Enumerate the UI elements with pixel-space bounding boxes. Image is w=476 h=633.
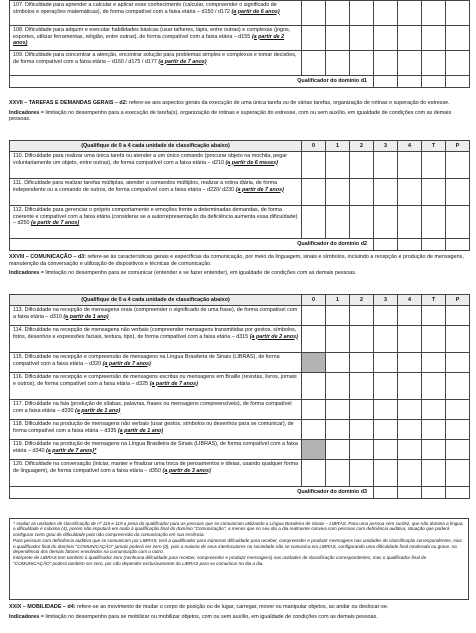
score-t-cell[interactable] <box>422 326 446 353</box>
score-0-cell[interactable] <box>302 420 326 440</box>
score-0-cell[interactable] <box>302 1 326 26</box>
score-0-cell[interactable] <box>302 440 326 460</box>
score-2-cell[interactable] <box>350 353 374 373</box>
score-0-cell[interactable] <box>302 373 326 400</box>
score-3-cell[interactable] <box>374 26 398 51</box>
scale-0: 0 <box>302 295 326 306</box>
section-d2-indicators: Indicadores = limitação no desempenho para a execução de tarefa(s), organização de rotinas e superação do estresse, com ou sem auxílio, em igualdade de condições com as demais pessoas. <box>9 109 452 123</box>
scale-p: P <box>446 141 470 152</box>
score-t-cell[interactable] <box>422 51 446 76</box>
qualifier-label: Qualificador do domínio d3 <box>10 487 374 499</box>
score-2-cell[interactable] <box>350 179 374 206</box>
score-1-cell[interactable] <box>326 373 350 400</box>
score-2-cell[interactable] <box>350 306 374 326</box>
score-p-cell[interactable] <box>446 306 470 326</box>
table-row <box>10 306 470 326</box>
score-2-cell[interactable] <box>350 420 374 440</box>
score-3-cell[interactable] <box>374 206 398 239</box>
scale-t: T <box>422 295 446 306</box>
scale-1: 1 <box>326 141 350 152</box>
scale-4: 4 <box>398 141 422 152</box>
score-3-cell[interactable] <box>374 353 398 373</box>
item-text: 110. Dificuldade para realizar uma única tarefa ou atender a um único comando (procurar objeto na mochila, pegar voluntariamente um objeto, entre outras), de forma compatível com a faixa etária – d210 (a partir de 6 meses) <box>10 152 302 179</box>
item-text: 115. Dificuldade na recepção e compreensão de mensagens na Língua Brasileira de Sinais (LIBRAS), de forma compatível com a faixa etária – d320 (a partir de 7 anos) <box>10 353 302 373</box>
table-row <box>10 26 470 51</box>
score-4-cell[interactable] <box>398 420 422 440</box>
score-3-cell[interactable] <box>374 51 398 76</box>
score-2-cell[interactable] <box>350 26 374 51</box>
scale-0: 0 <box>302 141 326 152</box>
notes-box <box>9 518 469 600</box>
score-t-cell[interactable] <box>422 206 446 239</box>
score-3-cell[interactable] <box>374 373 398 400</box>
score-0-cell[interactable] <box>302 460 326 487</box>
item-text: 111. Dificuldade para realizar tarefas múltiplas, atender a comandos múltiplos, realizar a rotina diária, de forma independente ou a comando de outros, de forma compatível com a faixa etária – d220/ d230 (a partir de 7 anos) <box>10 179 302 206</box>
table-row <box>10 353 470 373</box>
item-text: 109. Dificuldade para concentrar a atenção, encontrar solução para problemas simples e complexos e tomar decisões, de forma compatível com a faixa etária – d160 / d175 / d177 (a partir de 7 anos) <box>10 51 302 76</box>
section-d4-title: XXIX – MOBILIDADE – d4: refere-se ao movimento de mudar o corpo de posição ou de lugar, carregar, mover ou manipular objetos, ao andar ou deslocar-se. <box>9 604 389 610</box>
score-2-cell[interactable] <box>350 326 374 353</box>
qualifier-label: Qualificador do domínio d1 <box>10 76 374 88</box>
score-4-cell[interactable] <box>398 460 422 487</box>
scale-3: 3 <box>374 295 398 306</box>
qualifier-row <box>10 487 470 499</box>
section-d4-intro <box>9 604 469 623</box>
score-p-cell[interactable] <box>446 179 470 206</box>
score-1-cell[interactable] <box>326 206 350 239</box>
qualifier-cell[interactable] <box>398 76 422 88</box>
score-p-cell[interactable] <box>446 26 470 51</box>
score-t-cell[interactable] <box>422 440 446 460</box>
score-1-cell[interactable] <box>326 353 350 373</box>
score-0-cell[interactable] <box>302 400 326 420</box>
score-4-cell[interactable] <box>398 326 422 353</box>
score-4-cell[interactable] <box>398 440 422 460</box>
note-paragraph: Para pessoas com deficiência auditiva que se comunicam por LIBRAS, terá a qualificador para inúmeras dificuldade para receber, compreender e produzir mensagens nas unidades de classificação correspondentes, mas o qualificador final do domínio "COMUNICAÇÃO" jamais poderá ser zero (0), pois a maioria de seus interlocutores na sociedade não se comunica em LIBRAS, configurando uma dificuldade final moderada ou grave, na dependência dos demais fatores envolvidos na comunicação com o outro. <box>13 538 462 555</box>
section-d2-intro <box>9 100 469 126</box>
score-0-cell[interactable] <box>302 306 326 326</box>
item-text: 114. Dificuldade na recepção de mensagens não verbais (compreender mensagens transmitidas por gestos, símbolos, fotos, desenhos e expressões faciais, textura, tipo), de forma compatível com a faixa etária – d315 (a partir de 2 anos) <box>10 326 302 353</box>
score-t-cell[interactable] <box>422 152 446 179</box>
score-t-cell[interactable] <box>422 373 446 400</box>
domain-d2-table <box>9 140 470 251</box>
score-2-cell[interactable] <box>350 206 374 239</box>
scale-2: 2 <box>350 141 374 152</box>
table-row <box>10 152 470 179</box>
item-text: 113. Dificuldade na recepção de mensagens orais (compreender o significado de uma frase), de forma compatível com a faixa etária – d310 (a partir de 1 ano) <box>10 306 302 326</box>
header-label: (Qualifique de 0 a 4 cada unidade de classificação abaixo) <box>10 141 302 152</box>
score-4-cell[interactable] <box>398 353 422 373</box>
score-4-cell[interactable] <box>398 26 422 51</box>
score-1-cell[interactable] <box>326 326 350 353</box>
score-1-cell[interactable] <box>326 51 350 76</box>
table-header-row <box>10 141 470 152</box>
scale-p: P <box>446 295 470 306</box>
score-1-cell[interactable] <box>326 440 350 460</box>
score-0-cell[interactable] <box>302 179 326 206</box>
qualifier-cell[interactable] <box>446 76 470 88</box>
qualifier-cell[interactable] <box>374 76 398 88</box>
qualifier-row <box>10 76 470 88</box>
section-d2-title: XXVII – TAREFAS E DEMANDAS GERAIS – d2: refere-se aos aspectos gerais da execução de uma única tarefa ou de várias tarefas, organização de rotinas e superação do estresse. <box>9 100 450 106</box>
table-row <box>10 1 470 26</box>
score-p-cell[interactable] <box>446 373 470 400</box>
score-1-cell[interactable] <box>326 400 350 420</box>
score-0-cell[interactable] <box>302 152 326 179</box>
qualifier-label: Qualificador do domínio d2 <box>10 239 374 251</box>
score-2-cell[interactable] <box>350 51 374 76</box>
score-4-cell[interactable] <box>398 179 422 206</box>
table-row <box>10 326 470 353</box>
score-3-cell[interactable] <box>374 179 398 206</box>
score-1-cell[interactable] <box>326 420 350 440</box>
table-row <box>10 206 470 239</box>
score-4-cell[interactable] <box>398 306 422 326</box>
item-text: 112. Dificuldade para gerenciar o próprio comportamento e emoções frente a determinadas demandas, de forma coerente e compatível com a faixa etária (considerar se a autorrepresentação da deficiência aumenta essa dificuldade) – d250 (a partir de 7 anos) <box>10 206 302 239</box>
qualifier-row <box>10 239 470 251</box>
qualifier-cell[interactable] <box>446 487 470 499</box>
score-4-cell[interactable] <box>398 206 422 239</box>
score-3-cell[interactable] <box>374 1 398 26</box>
scale-1: 1 <box>326 295 350 306</box>
score-4-cell[interactable] <box>398 51 422 76</box>
table-row <box>10 179 470 206</box>
section-d3-intro <box>9 254 469 280</box>
note-paragraph: Intérprete de LIBRAS tem também o qualificador zero (nenhuma dificuldade para receber, compreender e produzir mensagens) nas unidades de classificação correspondentes, mas o qualificador final de "COMUNICAÇÃO" poderá também ser zero, por não depender exclusivamente da LIBRAS para se comunicar no dia a dia. <box>13 555 427 566</box>
table-row <box>10 373 470 400</box>
score-1-cell[interactable] <box>326 26 350 51</box>
qualifier-cell[interactable] <box>398 239 422 251</box>
item-text: 119. Dificuldade na produção de mensagens na Língua Brasileira de Sinais (LIBRAS), de forma compatível com a faixa etária – d340 (a partir de 7 anos)* <box>10 440 302 460</box>
score-t-cell[interactable] <box>422 26 446 51</box>
section-d4-indicators: Indicadores = limitação no desempenho para se mobilizar ou mobilizar objetos, com ou sem auxílio, em igualdade de condições com as demais pessoas. <box>9 613 378 620</box>
score-t-cell[interactable] <box>422 306 446 326</box>
score-p-cell[interactable] <box>446 326 470 353</box>
score-2-cell[interactable] <box>350 440 374 460</box>
score-2-cell[interactable] <box>350 400 374 420</box>
score-t-cell[interactable] <box>422 1 446 26</box>
score-t-cell[interactable] <box>422 353 446 373</box>
score-1-cell[interactable] <box>326 1 350 26</box>
table-row <box>10 440 470 460</box>
table-row <box>10 460 470 487</box>
item-text: 107. Dificuldade para aprender a calcular e aplicar esse conhecimento (calcular, compreender o significado de símbolos e operações matemáticas), de forma compatível com a faixa etária – d150 / d172 (a partir de 6 anos) <box>10 1 302 26</box>
scale-3: 3 <box>374 141 398 152</box>
item-text: 117. Dificuldade na fala (produção de sílabas, palavras, frases ou mensagens compreensíveis), de forma compatível com a faixa etária – d330 (a partir de 1 ano) <box>10 400 302 420</box>
scale-2: 2 <box>350 295 374 306</box>
score-3-cell[interactable] <box>374 440 398 460</box>
score-p-cell[interactable] <box>446 353 470 373</box>
score-t-cell[interactable] <box>422 460 446 487</box>
section-d3-indicators: Indicadores = limitação no desempenho para se comunicar (entender e se fazer entender), em igualdade de condições com as demais pessoas. <box>9 270 357 277</box>
score-p-cell[interactable] <box>446 440 470 460</box>
header-label: (Qualifique de 0 a 4 cada unidade de classificação abaixo) <box>10 295 302 306</box>
score-3-cell[interactable] <box>374 400 398 420</box>
score-0-cell[interactable] <box>302 353 326 373</box>
qualifier-cell[interactable] <box>422 76 446 88</box>
qualifier-cell[interactable] <box>422 487 446 499</box>
table-row <box>10 400 470 420</box>
score-p-cell[interactable] <box>446 460 470 487</box>
domain-d3-table <box>9 294 470 499</box>
score-1-cell[interactable] <box>326 460 350 487</box>
score-p-cell[interactable] <box>446 400 470 420</box>
item-text: 120. Dificuldade na conversação (iniciar, manter e finalizar uma troca de pensamentos e ideias, usando qualquer forma de linguagem), de forma compatível com a faixa etária – d350 (a partir de 3 anos) <box>10 460 302 487</box>
score-3-cell[interactable] <box>374 306 398 326</box>
qualifier-cell[interactable] <box>374 239 398 251</box>
score-p-cell[interactable] <box>446 206 470 239</box>
scale-4: 4 <box>398 295 422 306</box>
section-d3-title: XXVIII – COMUNICAÇÃO – d3: refere-se às características gerais e específicas da comunicação, por meio da linguagem, sinais e símbolos, incluindo a recepção e produção de mensagens, manutenção da conversação e utilização de dispositivos e técnicas de comunicação. <box>9 254 464 267</box>
score-3-cell[interactable] <box>374 326 398 353</box>
score-p-cell[interactable] <box>446 420 470 440</box>
score-p-cell[interactable] <box>446 51 470 76</box>
score-4-cell[interactable] <box>398 1 422 26</box>
table-row <box>10 420 470 440</box>
score-1-cell[interactable] <box>326 152 350 179</box>
qualifier-cell[interactable] <box>422 239 446 251</box>
item-text: 118. Dificuldade na produção de mensagens não verbais (usar gestos, símbolos ou desenhos para se comunicar), de forma compatível com a faixa etária – d335 (a partir de 1 ano) <box>10 420 302 440</box>
score-t-cell[interactable] <box>422 400 446 420</box>
score-0-cell[interactable] <box>302 326 326 353</box>
score-t-cell[interactable] <box>422 179 446 206</box>
score-0-cell[interactable] <box>302 26 326 51</box>
score-2-cell[interactable] <box>350 1 374 26</box>
table-row <box>10 51 470 76</box>
score-2-cell[interactable] <box>350 460 374 487</box>
table-header-row <box>10 295 470 306</box>
score-3-cell[interactable] <box>374 420 398 440</box>
score-0-cell[interactable] <box>302 206 326 239</box>
qualifier-cell[interactable] <box>446 239 470 251</box>
score-1-cell[interactable] <box>326 179 350 206</box>
score-2-cell[interactable] <box>350 373 374 400</box>
score-p-cell[interactable] <box>446 1 470 26</box>
note-paragraph: * Avaliar as unidades de classificação de nº 115 e 119 a pena do qualificador para as pessoas que se comunicam utilizando a Língua Brasileira de Sinais – LIBRAS. Para uma pessoa sem surdez, que não domina a língua, a dificuldade é máxima (4), porém não imputará em nada à qualificação final do domínio "Comunicação", a menos que no seu dia a dia realmente conviva com pessoas com deficiência auditiva, situação que poderá configurar certo grau de dificuldade pela não compreensão da comunicação em sua essência. <box>13 521 464 537</box>
score-1-cell[interactable] <box>326 306 350 326</box>
score-2-cell[interactable] <box>350 152 374 179</box>
domain-d1-table <box>9 0 470 88</box>
qualifier-cell[interactable] <box>374 487 398 499</box>
score-4-cell[interactable] <box>398 152 422 179</box>
qualifier-cell[interactable] <box>398 487 422 499</box>
score-t-cell[interactable] <box>422 420 446 440</box>
score-4-cell[interactable] <box>398 400 422 420</box>
score-4-cell[interactable] <box>398 373 422 400</box>
score-p-cell[interactable] <box>446 152 470 179</box>
score-0-cell[interactable] <box>302 51 326 76</box>
item-text: 108. Dificuldade para adquirir e executar habilidades básicas (usar talheres, lápis, entre outras) e complexas (jogos, esportes, utilizar ferramentas, religião, entre outras), de forma compatível com a faixa etária – d155 (a partir de 2 anos) <box>10 26 302 51</box>
score-3-cell[interactable] <box>374 152 398 179</box>
item-text: 116. Dificuldade na recepção e compreensão de mensagens escritas ou mensagens em Braille (revistas, livros, jornais e outros), de forma compatível com a faixa etária – d325 (a partir de 7 anos) <box>10 373 302 400</box>
scale-t: T <box>422 141 446 152</box>
score-3-cell[interactable] <box>374 460 398 487</box>
